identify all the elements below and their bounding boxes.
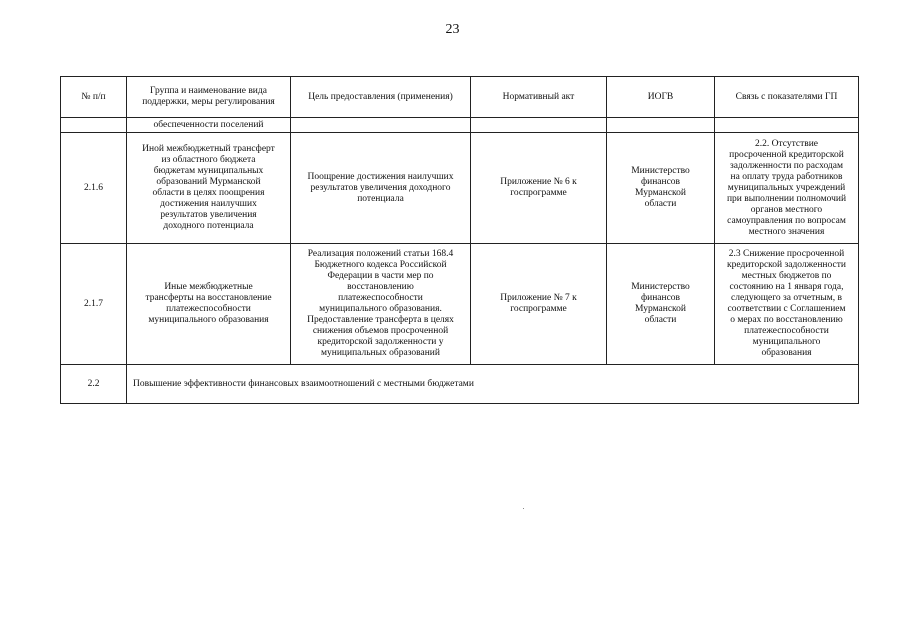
section-num: 2.2 <box>61 365 127 404</box>
table-header-row <box>61 77 859 118</box>
header-goal: Цель предоставления (применения) <box>291 77 471 118</box>
cell-iogv <box>607 118 715 133</box>
cell-group: Иные межбюджетные трансферты на восстановление платежеспособности муниципального образования <box>127 244 291 365</box>
cell-goal <box>291 118 471 133</box>
header-link: Связь с показателями ГП <box>715 77 859 118</box>
cell-link: 2.3 Снижение просроченной кредиторской задолженности местных бюджетов по состоянию на 1 января года, следующего за отчетным, в соответствии с Соглашением о мерах по восстановлению платежеспособности муниципального образования <box>715 244 859 365</box>
cell-iogv: Министерство финансов Мурманской области <box>607 244 715 365</box>
table-row-continuation <box>61 118 859 133</box>
table-section-row <box>61 365 859 404</box>
cell-group: обеспеченности поселений <box>127 118 291 133</box>
cell-num <box>61 118 127 133</box>
cell-num: 2.1.6 <box>61 133 127 244</box>
cell-link <box>715 118 859 133</box>
section-title: Повышение эффективности финансовых взаимоотношений с местными бюджетами <box>127 365 859 404</box>
cell-group: Иной межбюджетный трансферт из областного бюджета бюджетам муниципальных образований Мурманской области в целях поощрения достижения наилучших результатов увеличения доходного потенциала <box>127 133 291 244</box>
cell-act: Приложение № 7 к госпрограмме <box>471 244 607 365</box>
support-measures-table <box>60 76 859 404</box>
header-num: № п/п <box>61 77 127 118</box>
cell-act: Приложение № 6 к госпрограмме <box>471 133 607 244</box>
scan-dot <box>523 508 524 509</box>
cell-goal: Поощрение достижения наилучших результатов увеличения доходного потенциала <box>291 133 471 244</box>
header-act: Нормативный акт <box>471 77 607 118</box>
table-row <box>61 133 859 244</box>
header-iogv: ИОГВ <box>607 77 715 118</box>
table-row <box>61 244 859 365</box>
cell-link: 2.2. Отсутствие просроченной кредиторской задолженности по расходам на оплату труда работников муниципальных учреждений при выполнении полномочий органов местного самоуправления по вопросам местного значения <box>715 133 859 244</box>
cell-iogv: Министерство финансов Мурманской области <box>607 133 715 244</box>
cell-num: 2.1.7 <box>61 244 127 365</box>
page-number: 23 <box>445 22 460 37</box>
header-group: Группа и наименование вида поддержки, меры регулирования <box>127 77 291 118</box>
cell-goal: Реализация положений статьи 168.4 Бюджетного кодекса Российской Федерации в части мер по восстановлению платежеспособности муниципального образования. Предоставление трансферта в целях снижения объемов просроченной кредиторской задолженности у муниципальных образований <box>291 244 471 365</box>
cell-act <box>471 118 607 133</box>
